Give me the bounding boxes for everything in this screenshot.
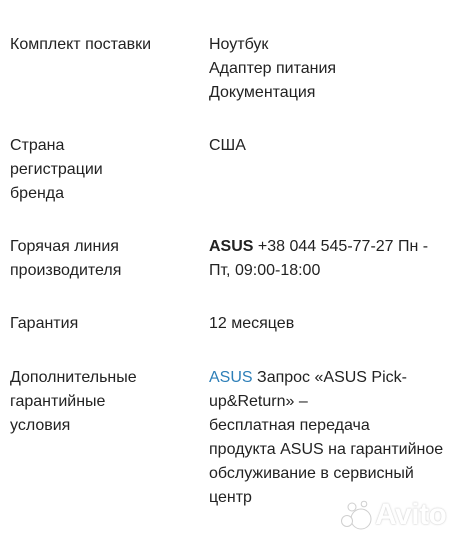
spec-label: Страна регистрации бренда	[10, 137, 103, 202]
spec-value: Ноутбук Адаптер питания Документация	[209, 36, 337, 101]
spec-label: Горячая линия производителя	[10, 238, 122, 279]
spec-label: Дополнительные гарантийные условия	[10, 369, 137, 434]
spec-value: 12 месяцев	[209, 315, 295, 332]
spec-value: США	[209, 137, 246, 154]
brand-link[interactable]: ASUS	[209, 369, 253, 386]
spec-label: Гарантия	[10, 315, 79, 332]
avito-wordmark: Avito	[375, 498, 447, 531]
spec-value-hotline	[209, 235, 467, 283]
avito-watermark	[339, 498, 459, 532]
extra-warranty-text: Запрос «ASUS Pick- up&Return» – бесплатная передача продукта ASUS на гарантийное обслуживание в сервисный центр	[209, 369, 444, 506]
spec-label: Комплект поставки	[10, 36, 152, 53]
brand-name: ASUS	[209, 238, 254, 255]
hotline-text: +38 044 545-77-27 Пн - Пт, 09:00-18:00	[209, 238, 429, 279]
spec-value-extra-warranty	[209, 366, 467, 510]
avito-logo-icon	[339, 499, 373, 531]
